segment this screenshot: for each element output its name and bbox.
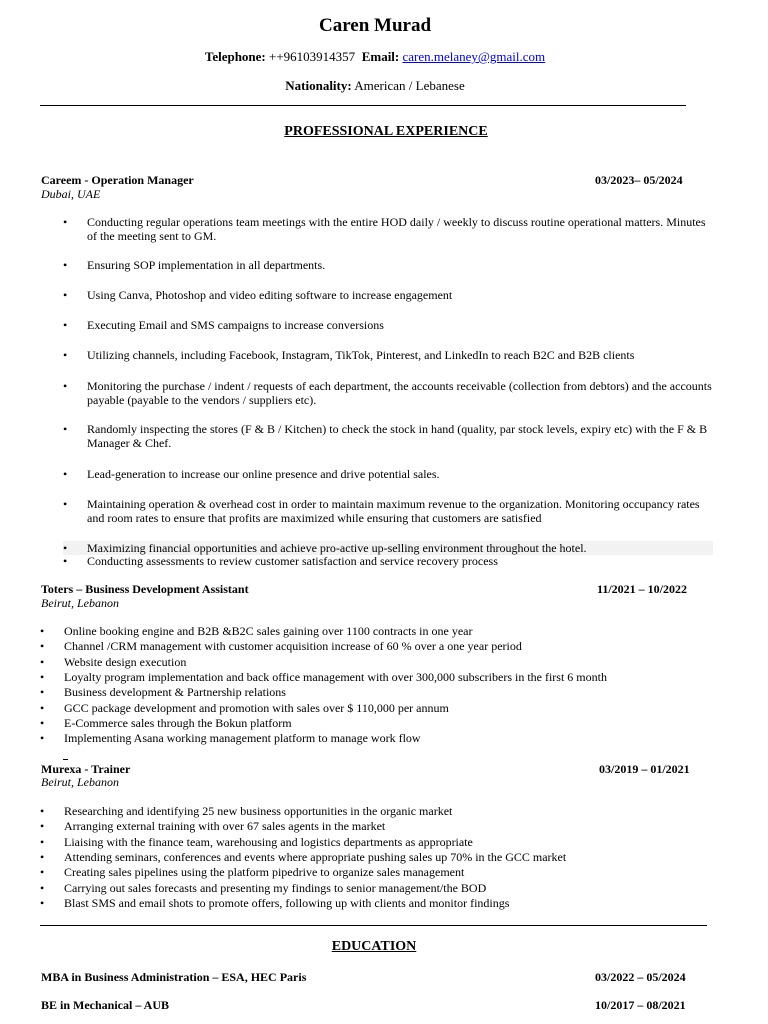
bullet-icon: • bbox=[63, 497, 68, 511]
education-degree: MBA in Business Administration – ESA, HEC Paris bbox=[41, 970, 307, 984]
bullet-icon: • bbox=[40, 716, 45, 730]
bullet-icon: • bbox=[40, 896, 45, 910]
bullet-icon: • bbox=[40, 835, 45, 849]
job-title: Toters – Business Development Assistant bbox=[41, 582, 249, 596]
education-degree: BE in Mechanical – AUB bbox=[41, 998, 170, 1012]
job-title: Careem - Operation Manager bbox=[41, 173, 194, 187]
bullet-icon: • bbox=[40, 881, 45, 895]
job-title: Murexa - Trainer bbox=[41, 762, 131, 776]
education-dates: 03/2022 – 05/2024 bbox=[595, 970, 686, 984]
bullet-icon: • bbox=[40, 701, 45, 715]
bullet-icon: • bbox=[40, 865, 45, 879]
education-dates: 10/2017 – 08/2021 bbox=[595, 998, 686, 1012]
stray-dash bbox=[63, 759, 68, 760]
job-location: Dubai, UAE bbox=[41, 187, 101, 201]
bullet-icon: • bbox=[63, 318, 68, 332]
job-dates: 03/2023– 05/2024 bbox=[595, 173, 683, 187]
bullet-icon: • bbox=[63, 554, 68, 568]
email-link[interactable]: caren.melaney@gmail.com bbox=[402, 49, 546, 64]
bullet-icon: • bbox=[40, 670, 45, 684]
bullet-icon: • bbox=[40, 850, 45, 864]
bullet-icon: • bbox=[63, 258, 68, 272]
bullet-icon: • bbox=[63, 348, 68, 362]
bullet-icon: • bbox=[63, 541, 68, 555]
email-label: Email: bbox=[361, 49, 400, 64]
bullet-icon: • bbox=[63, 288, 68, 302]
job-location: Beirut, Lebanon bbox=[41, 596, 119, 610]
section-divider bbox=[40, 925, 707, 926]
nationality-value: American / Lebanese bbox=[354, 78, 465, 93]
telephone-label: Telephone: bbox=[204, 49, 266, 64]
section-title-education: EDUCATION bbox=[331, 939, 417, 954]
bullet-icon: • bbox=[40, 639, 45, 653]
job-location: Beirut, Lebanon bbox=[41, 775, 119, 789]
telephone-value: ++96103914357 bbox=[269, 49, 356, 64]
bullet-icon: • bbox=[63, 467, 68, 481]
bullet-icon: • bbox=[40, 804, 45, 818]
section-title-experience: PROFESSIONAL EXPERIENCE bbox=[284, 124, 488, 139]
bullet-icon: • bbox=[40, 685, 45, 699]
bullet-icon: • bbox=[63, 379, 68, 393]
bullet-icon: • bbox=[40, 624, 45, 638]
nationality-line bbox=[0, 78, 750, 94]
job-dates: 03/2019 – 01/2021 bbox=[599, 762, 690, 776]
header-divider bbox=[40, 105, 686, 106]
contact-line bbox=[0, 49, 750, 65]
bullet-icon: • bbox=[63, 215, 68, 229]
bullet-icon: • bbox=[63, 422, 68, 436]
nationality-label: Nationality: bbox=[285, 78, 352, 93]
bullet-icon: • bbox=[40, 655, 45, 669]
bullet-icon: • bbox=[40, 731, 45, 745]
list-item: • Maximizing financial opportunities and achieve pro-active up-selling environment throughout the hotel. bbox=[63, 541, 713, 555]
job-dates: 11/2021 – 10/2022 bbox=[597, 582, 688, 596]
candidate-name: Caren Murad bbox=[318, 15, 432, 36]
bullet-icon: • bbox=[40, 819, 45, 833]
